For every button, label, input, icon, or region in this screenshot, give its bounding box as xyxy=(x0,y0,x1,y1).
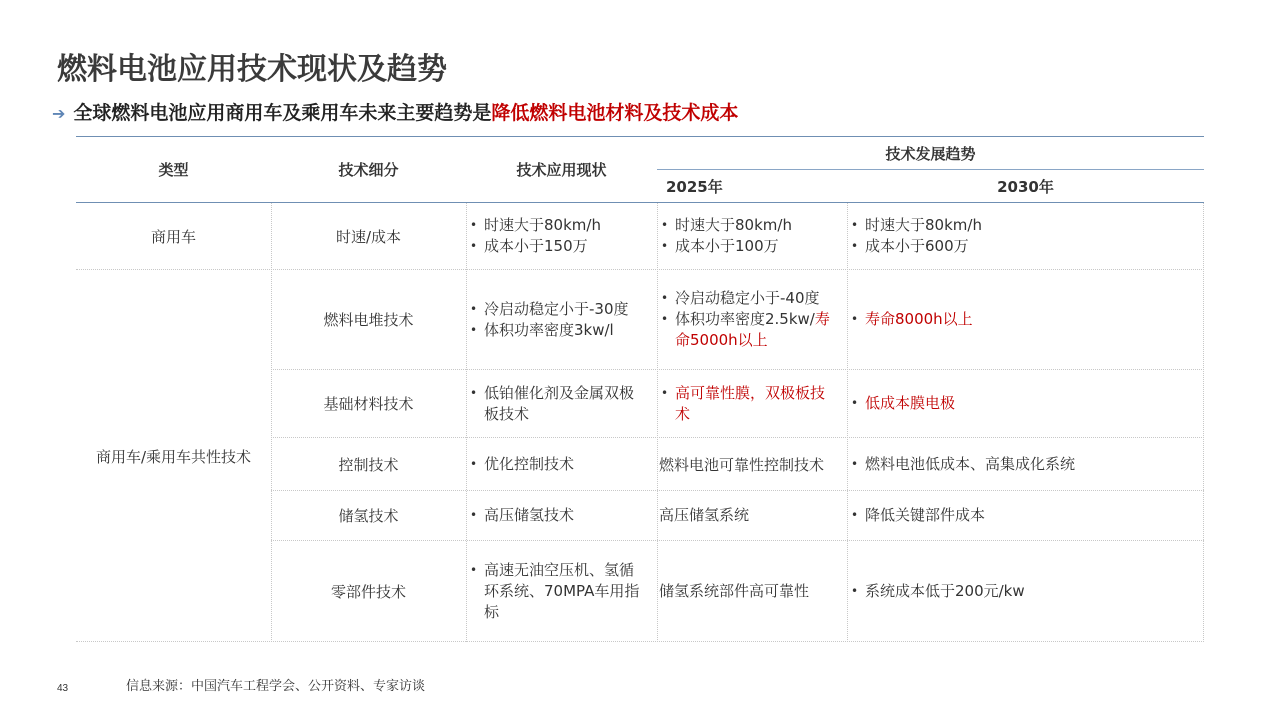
subtitle-highlight: 降低燃料电池材料及技术成本 xyxy=(491,102,739,124)
row2-status xyxy=(466,270,657,369)
header-trend: 技术发展趋势 xyxy=(885,144,976,163)
list-item: • 寿命8000h以上 xyxy=(851,309,973,330)
row6-2030 xyxy=(847,541,1204,641)
list-item: • 时速大于80km/h xyxy=(661,215,792,236)
row1-sub: 时速/成本 xyxy=(335,227,402,246)
group-common: 商用车/乘用车共性技术 xyxy=(95,447,252,466)
trend-table xyxy=(76,136,1204,642)
list-item: • 高压储氢技术 xyxy=(470,505,574,526)
list-item: • 低成本膜电极 xyxy=(851,393,955,414)
row5-2030 xyxy=(847,491,1204,540)
header-2030: 2030年 xyxy=(997,177,1054,196)
list-item: • 系统成本低于200元/kw xyxy=(851,581,1025,602)
row2-sub: 燃料电堆技术 xyxy=(323,311,414,329)
group-commercial: 商用车 xyxy=(150,227,196,246)
row1-2025 xyxy=(657,203,847,269)
header-type: 类型 xyxy=(158,160,189,179)
list-item: • 低铂催化剂及金属双极 板技术 xyxy=(470,383,634,425)
row1-status xyxy=(466,203,657,269)
subtitle-text: 全球燃料电池应用商用车及乘用车未来主要趋势是 xyxy=(73,102,492,124)
row2-2030 xyxy=(847,270,1204,369)
header-status: 技术应用现状 xyxy=(516,160,607,179)
row6-2025: 储氢系统部件高可靠性 xyxy=(659,581,810,600)
row4-sub: 控制技术 xyxy=(338,455,399,474)
header-subdivision: 技术细分 xyxy=(338,160,399,179)
header-2025: 2025年 xyxy=(666,177,723,196)
list-item: • 成本小于100万 xyxy=(661,236,779,257)
list-item: • 降低关键部件成本 xyxy=(851,505,985,526)
row4-2030 xyxy=(847,438,1204,490)
row4-2025: 燃料电池可靠性控制技术 xyxy=(659,456,825,474)
list-item: • 燃料电池低成本、高集成化系统 xyxy=(851,454,1075,475)
arrow-right-icon: ➔ xyxy=(52,104,66,123)
page-number: 43 xyxy=(57,683,69,694)
row1-2030 xyxy=(847,203,1204,269)
list-item: • 冷启动稳定小于-30度 xyxy=(470,299,629,320)
row3-2030 xyxy=(847,370,1204,437)
row3-2025 xyxy=(657,370,847,437)
row6-status xyxy=(466,541,657,641)
list-item: • 体积功率密度3kw/l xyxy=(470,320,614,341)
list-item: • 体积功率密度2.5kw/寿 命5000h以上 xyxy=(661,309,830,351)
source-note: 信息来源：中国汽车工程学会、公开资料、专家访谈 xyxy=(126,679,426,694)
list-item: • 冷启动稳定小于-40度 xyxy=(661,288,820,309)
row3-sub: 基础材料技术 xyxy=(323,395,414,413)
row5-sub: 储氢技术 xyxy=(338,507,399,525)
list-item: • 成本小于150万 xyxy=(470,236,588,257)
row5-status xyxy=(466,491,657,540)
list-item: • 时速大于80km/h xyxy=(851,215,982,236)
row5-2025: 高压储氢系统 xyxy=(659,506,750,524)
list-item: • 成本小于600万 xyxy=(851,236,969,257)
list-item: • 高可靠性膜，双极板技 术 xyxy=(661,383,825,425)
row4-status xyxy=(466,438,657,490)
list-item: • 高速无油空压机、氢循 环系统、70MPA车用指 标 xyxy=(470,560,639,623)
row6-sub: 零部件技术 xyxy=(330,582,406,601)
row2-2025 xyxy=(657,270,847,369)
page-title: 燃料电池应用技术现状及趋势 xyxy=(57,52,447,87)
subtitle xyxy=(52,98,738,125)
list-item: • 优化控制技术 xyxy=(470,454,574,475)
row3-status xyxy=(466,370,657,437)
list-item: • 时速大于80km/h xyxy=(470,215,601,236)
